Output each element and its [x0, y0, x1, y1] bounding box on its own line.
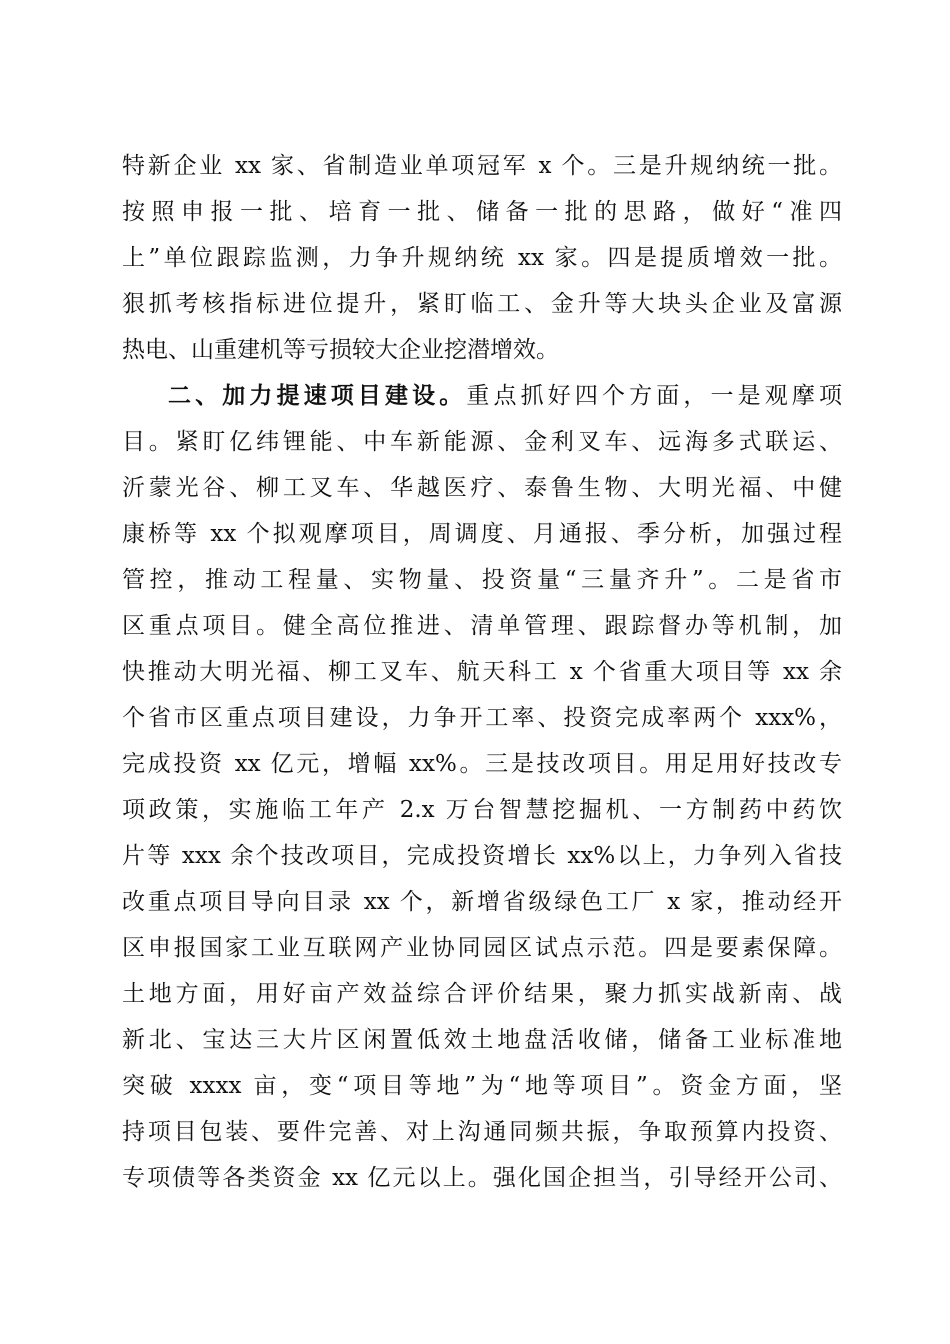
text-line-15: 项政策，实施临工年产 2.x 万台智慧挖掘机、一方制药中药饮	[122, 797, 842, 823]
text-line-17: 改重点项目导向目录 xx 个，新增省级绿色工厂 x 家，推动经开	[122, 889, 842, 915]
text-line-5: 热电、山重建机等亏损较大企业挖潜增效。	[122, 337, 559, 363]
text-line-13: 个省市区重点项目建设，力争开工率、投资完成率两个 xxx%，	[122, 705, 842, 731]
text-line-10: 管控，推动工程量、实物量、投资量“三量齐升”。二是省市	[122, 567, 842, 593]
text-line-7: 目。紧盯亿纬锂能、中车新能源、金利叉车、远海多式联运、	[122, 429, 842, 455]
text-line-11: 区重点项目。健全高位推进、清单管理、跟踪督办等机制，加	[122, 613, 842, 639]
text-line-2: 按照申报一批、培育一批、储备一批的思路，做好“准四	[122, 199, 842, 225]
text-line-21: 突破 xxxx 亩，变“项目等地”为“地等项目”。资金方面，坚	[122, 1073, 842, 1099]
text-line-18: 区申报国家工业互联网产业协同园区试点示范。四是要素保障。	[122, 935, 842, 961]
text-line-8: 沂蒙光谷、柳工叉车、华越医疗、泰鲁生物、大明光福、中健	[122, 475, 842, 501]
text-line-19: 土地方面，用好亩产效益综合评价结果，聚力抓实战新南、战	[122, 981, 842, 1007]
text-line-6: 重点抓好四个方面，一是观摩项	[466, 383, 842, 409]
text-line-4: 狠抓考核指标进位提升，紧盯临工、金升等大块头企业及富源	[122, 291, 842, 317]
text-line-14: 完成投资 xx 亿元，增幅 xx%。三是技改项目。用足用好技改专	[122, 751, 842, 777]
section-heading-line	[168, 374, 842, 418]
text-line-22: 持项目包装、要件完善、对上沟通同频共振，争取预算内投资、	[122, 1119, 842, 1145]
section-heading: 二、加力提速项目建设。	[168, 383, 467, 409]
text-line-20: 新北、宝达三大片区闲置低效土地盘活收储，储备工业标准地	[122, 1027, 842, 1053]
text-line-12: 快推动大明光福、柳工叉车、航天科工 x 个省重大项目等 xx 余	[122, 659, 842, 685]
text-line-1: 特新企业 xx 家、省制造业单项冠军 x 个。三是升规纳统一批。	[122, 153, 842, 179]
text-line-16: 片等 xxx 余个技改项目，完成投资增长 xx%以上，力争列入省技	[122, 843, 842, 869]
text-line-23: 专项债等各类资金 xx 亿元以上。强化国企担当，引导经开公司、	[122, 1165, 842, 1191]
text-line-3: 上”单位跟踪监测，力争升规纳统 xx 家。四是提质增效一批。	[122, 245, 842, 271]
text-line-9: 康桥等 xx 个拟观摩项目，周调度、月通报、季分析，加强过程	[122, 521, 842, 547]
